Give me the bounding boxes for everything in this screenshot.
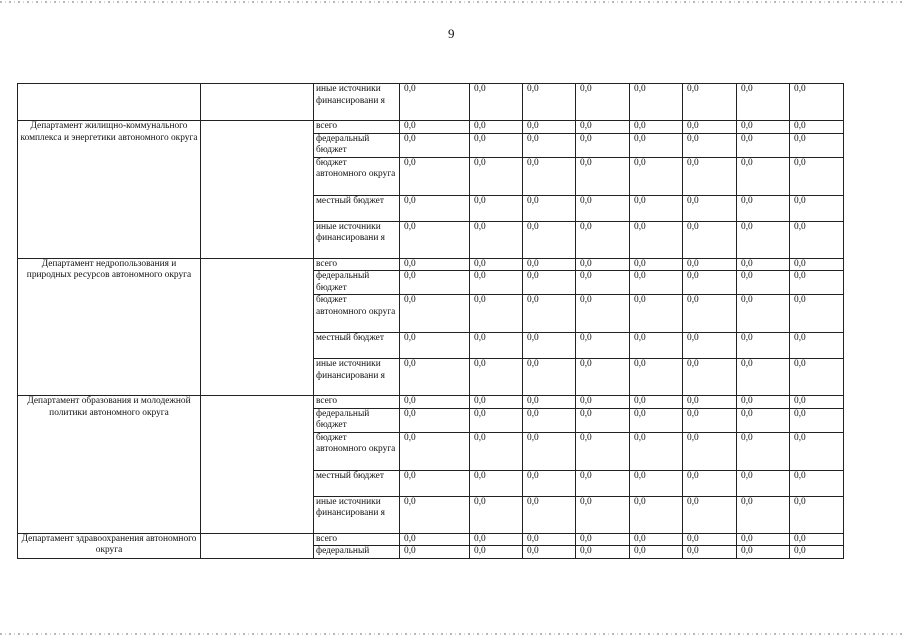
funding-source-cell: местный бюджет: [314, 195, 400, 221]
value-cell: 0,0: [400, 221, 470, 258]
value-cell: 0,0: [737, 121, 790, 134]
value-cell: 0,0: [737, 258, 790, 271]
blank-cell: [201, 396, 314, 534]
value-cell: 0,0: [523, 359, 576, 396]
value-cell: 0,0: [790, 408, 844, 432]
scan-edge-bottom: [0, 633, 905, 635]
value-cell: 0,0: [630, 546, 683, 559]
value-cell: 0,0: [400, 258, 470, 271]
value-cell: 0,0: [400, 271, 470, 295]
value-cell: 0,0: [683, 333, 737, 359]
value-cell: 0,0: [683, 258, 737, 271]
blank-cell: [201, 258, 314, 396]
value-cell: 0,0: [576, 221, 630, 258]
value-cell: 0,0: [523, 295, 576, 333]
funding-source-cell: иные источники финансировани я: [314, 221, 400, 258]
value-cell: 0,0: [737, 432, 790, 470]
value-cell: 0,0: [683, 359, 737, 396]
budget-table: [17, 83, 844, 559]
value-cell: 0,0: [470, 271, 523, 295]
value-cell: 0,0: [523, 533, 576, 546]
value-cell: 0,0: [790, 157, 844, 195]
value-cell: 0,0: [630, 359, 683, 396]
funding-source-cell: иные источники финансировани я: [314, 359, 400, 396]
value-cell: 0,0: [630, 396, 683, 409]
value-cell: 0,0: [576, 333, 630, 359]
value-cell: 0,0: [683, 121, 737, 134]
table-row: [18, 533, 844, 546]
blank-cell: [201, 533, 314, 558]
value-cell: 0,0: [737, 195, 790, 221]
value-cell: 0,0: [790, 133, 844, 157]
value-cell: 0,0: [470, 133, 523, 157]
table-row: [18, 258, 844, 271]
funding-source-cell: иные источники финансировани я: [314, 496, 400, 533]
value-cell: 0,0: [470, 121, 523, 134]
value-cell: 0,0: [523, 195, 576, 221]
value-cell: 0,0: [470, 359, 523, 396]
funding-source-cell: всего: [314, 533, 400, 546]
value-cell: 0,0: [400, 121, 470, 134]
table-body: [18, 84, 844, 559]
funding-source-cell: всего: [314, 396, 400, 409]
value-cell: 0,0: [790, 496, 844, 533]
value-cell: 0,0: [737, 546, 790, 559]
org-name-cell: Департамент жилищно-коммунального комплекса и энергетики автономного округа: [18, 121, 201, 259]
value-cell: 0,0: [790, 221, 844, 258]
value-cell: 0,0: [683, 432, 737, 470]
funding-source-cell: иные источники финансировани я: [314, 84, 400, 121]
value-cell: 0,0: [630, 533, 683, 546]
value-cell: 0,0: [683, 84, 737, 121]
page-number: 9: [448, 26, 455, 41]
value-cell: 0,0: [400, 546, 470, 559]
value-cell: 0,0: [683, 396, 737, 409]
value-cell: 0,0: [576, 195, 630, 221]
value-cell: 0,0: [576, 533, 630, 546]
value-cell: 0,0: [737, 221, 790, 258]
value-cell: 0,0: [576, 470, 630, 496]
value-cell: 0,0: [737, 533, 790, 546]
funding-source-cell: федеральный бюджет: [314, 408, 400, 432]
funding-source-cell: местный бюджет: [314, 333, 400, 359]
value-cell: 0,0: [400, 157, 470, 195]
blank-cell: [201, 84, 314, 121]
value-cell: 0,0: [470, 496, 523, 533]
value-cell: 0,0: [523, 258, 576, 271]
value-cell: 0,0: [523, 133, 576, 157]
value-cell: 0,0: [790, 533, 844, 546]
org-name-cell: Департамент недропользования и природных ресурсов автономного округа: [18, 258, 201, 396]
value-cell: 0,0: [630, 496, 683, 533]
value-cell: 0,0: [737, 470, 790, 496]
funding-source-cell: федеральный бюджет: [314, 133, 400, 157]
value-cell: 0,0: [470, 258, 523, 271]
value-cell: 0,0: [683, 271, 737, 295]
funding-source-cell: федеральный бюджет: [314, 271, 400, 295]
value-cell: 0,0: [470, 432, 523, 470]
value-cell: 0,0: [400, 470, 470, 496]
value-cell: 0,0: [470, 333, 523, 359]
value-cell: 0,0: [523, 84, 576, 121]
value-cell: 0,0: [630, 258, 683, 271]
value-cell: 0,0: [737, 333, 790, 359]
funding-source-cell: местный бюджет: [314, 470, 400, 496]
value-cell: 0,0: [683, 496, 737, 533]
value-cell: 0,0: [737, 359, 790, 396]
value-cell: 0,0: [683, 295, 737, 333]
value-cell: 0,0: [630, 271, 683, 295]
value-cell: 0,0: [576, 258, 630, 271]
value-cell: 0,0: [523, 496, 576, 533]
value-cell: 0,0: [523, 157, 576, 195]
value-cell: 0,0: [576, 408, 630, 432]
value-cell: 0,0: [683, 533, 737, 546]
table-row: [18, 396, 844, 409]
value-cell: 0,0: [790, 295, 844, 333]
value-cell: 0,0: [790, 271, 844, 295]
value-cell: 0,0: [400, 133, 470, 157]
value-cell: 0,0: [576, 133, 630, 157]
value-cell: 0,0: [576, 496, 630, 533]
value-cell: 0,0: [630, 295, 683, 333]
org-name-cell: Департамент образования и молодежной политики автономного округа: [18, 396, 201, 534]
funding-source-cell: федеральный: [314, 546, 400, 559]
scan-edge-top: [0, 1, 905, 3]
value-cell: 0,0: [400, 432, 470, 470]
value-cell: 0,0: [790, 359, 844, 396]
value-cell: 0,0: [523, 221, 576, 258]
value-cell: 0,0: [523, 432, 576, 470]
value-cell: 0,0: [790, 470, 844, 496]
value-cell: 0,0: [470, 396, 523, 409]
value-cell: 0,0: [400, 333, 470, 359]
value-cell: 0,0: [523, 470, 576, 496]
value-cell: 0,0: [790, 396, 844, 409]
value-cell: 0,0: [790, 333, 844, 359]
value-cell: 0,0: [630, 133, 683, 157]
value-cell: 0,0: [470, 157, 523, 195]
value-cell: 0,0: [400, 533, 470, 546]
funding-source-cell: бюджет автономного округа: [314, 295, 400, 333]
value-cell: 0,0: [470, 84, 523, 121]
value-cell: 0,0: [737, 271, 790, 295]
value-cell: 0,0: [630, 157, 683, 195]
value-cell: 0,0: [790, 121, 844, 134]
value-cell: 0,0: [683, 470, 737, 496]
value-cell: 0,0: [470, 195, 523, 221]
value-cell: 0,0: [630, 408, 683, 432]
value-cell: 0,0: [683, 157, 737, 195]
value-cell: 0,0: [790, 195, 844, 221]
value-cell: 0,0: [790, 84, 844, 121]
value-cell: 0,0: [576, 295, 630, 333]
funding-source-cell: всего: [314, 121, 400, 134]
value-cell: 0,0: [400, 359, 470, 396]
blank-cell: [201, 121, 314, 259]
value-cell: 0,0: [470, 470, 523, 496]
table-row: [18, 84, 844, 121]
funding-source-cell: всего: [314, 258, 400, 271]
value-cell: 0,0: [576, 359, 630, 396]
value-cell: 0,0: [737, 396, 790, 409]
value-cell: 0,0: [523, 271, 576, 295]
value-cell: 0,0: [683, 408, 737, 432]
value-cell: 0,0: [576, 157, 630, 195]
value-cell: 0,0: [737, 295, 790, 333]
value-cell: 0,0: [400, 295, 470, 333]
value-cell: 0,0: [523, 121, 576, 134]
value-cell: 0,0: [523, 408, 576, 432]
value-cell: 0,0: [400, 408, 470, 432]
value-cell: 0,0: [523, 396, 576, 409]
value-cell: 0,0: [400, 84, 470, 121]
value-cell: 0,0: [400, 195, 470, 221]
value-cell: 0,0: [737, 133, 790, 157]
value-cell: 0,0: [400, 396, 470, 409]
value-cell: 0,0: [523, 546, 576, 559]
value-cell: 0,0: [576, 432, 630, 470]
value-cell: 0,0: [470, 408, 523, 432]
value-cell: 0,0: [630, 432, 683, 470]
value-cell: 0,0: [790, 432, 844, 470]
value-cell: 0,0: [470, 546, 523, 559]
table-row: [18, 121, 844, 134]
value-cell: 0,0: [400, 496, 470, 533]
value-cell: 0,0: [630, 84, 683, 121]
value-cell: 0,0: [630, 121, 683, 134]
funding-source-cell: бюджет автономного округа: [314, 432, 400, 470]
value-cell: 0,0: [737, 408, 790, 432]
value-cell: 0,0: [523, 333, 576, 359]
value-cell: 0,0: [470, 533, 523, 546]
value-cell: 0,0: [470, 221, 523, 258]
value-cell: 0,0: [683, 221, 737, 258]
value-cell: 0,0: [576, 396, 630, 409]
org-name-cell: Департамент здравоохранения автономного округа: [18, 533, 201, 558]
value-cell: 0,0: [576, 84, 630, 121]
value-cell: 0,0: [737, 84, 790, 121]
value-cell: 0,0: [683, 546, 737, 559]
value-cell: 0,0: [576, 271, 630, 295]
org-name-cell: [18, 84, 201, 121]
value-cell: 0,0: [790, 546, 844, 559]
value-cell: 0,0: [737, 496, 790, 533]
value-cell: 0,0: [790, 258, 844, 271]
value-cell: 0,0: [630, 470, 683, 496]
value-cell: 0,0: [630, 221, 683, 258]
value-cell: 0,0: [576, 121, 630, 134]
value-cell: 0,0: [576, 546, 630, 559]
value-cell: 0,0: [737, 157, 790, 195]
value-cell: 0,0: [630, 333, 683, 359]
funding-source-cell: бюджет автономного округа: [314, 157, 400, 195]
value-cell: 0,0: [683, 133, 737, 157]
value-cell: 0,0: [630, 195, 683, 221]
value-cell: 0,0: [470, 295, 523, 333]
value-cell: 0,0: [683, 195, 737, 221]
